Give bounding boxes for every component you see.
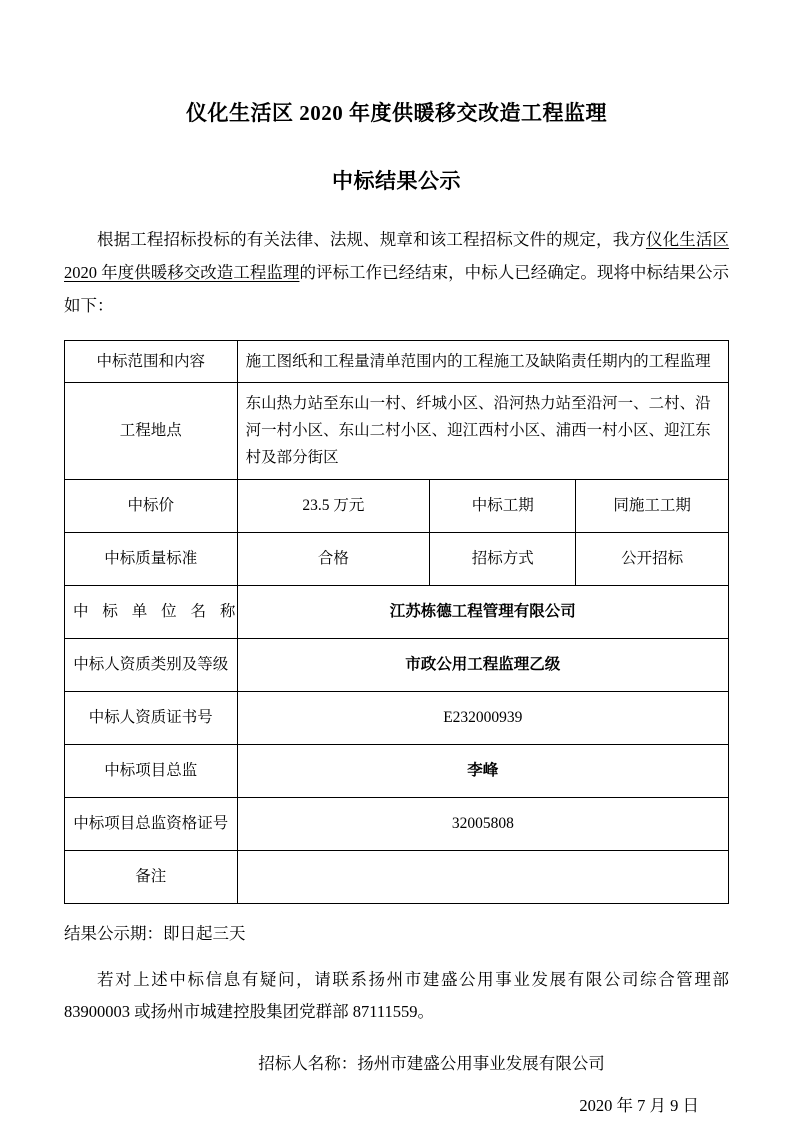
row-value-qualification: 市政公用工程监理乙级	[237, 638, 728, 691]
row-value-location: 东山热力站至东山一村、纤城小区、沿河热力站至沿河一、二村、沿河一村小区、东山二村小区、迎江西村小区、浦西一村小区、迎江东村及部分街区	[237, 383, 728, 479]
table-row	[65, 744, 729, 797]
table-row	[65, 479, 729, 532]
row-label-supervisor-cert-no: 中标项目总监资格证号	[65, 797, 238, 850]
notice-period-line: 结果公示期：即日起三天	[64, 923, 246, 943]
row-label-bid-price: 中标价	[65, 479, 238, 532]
page-title-line-2: 中标结果公示	[332, 168, 461, 193]
row-value-scope: 施工图纸和工程量清单范围内的工程施工及缺陷责任期内的工程监理	[237, 341, 728, 383]
row-label-qualification: 中标人资质类别及等级	[65, 638, 238, 691]
table-row	[65, 797, 729, 850]
row-label-certificate-no: 中标人资质证书号	[65, 691, 238, 744]
row-value-chief-supervisor: 李峰	[237, 744, 728, 797]
contact-paragraph: 若对上述中标信息有疑问，请联系扬州市建盛公用事业发展有限公司综合管理部 83900003 或扬州市城建控股集团党群部 87111559。	[64, 969, 729, 1021]
table-row	[65, 850, 729, 903]
row-label-quality: 中标质量标准	[65, 532, 238, 585]
row-value-quality: 合格	[237, 532, 430, 585]
row-label-winner-name: 中 标 单 位 名 称	[65, 585, 238, 638]
row-label-scope: 中标范围和内容	[65, 341, 238, 383]
table-row	[65, 585, 729, 638]
row-value-bid-method: 公开招标	[576, 532, 729, 585]
row-value-supervisor-cert-no: 32005808	[237, 797, 728, 850]
intro-paragraph	[64, 223, 729, 322]
row-label-location: 工程地点	[65, 383, 238, 479]
date-line: 2020 年 7 月 9 日	[579, 1096, 699, 1116]
intro-project-name: 仪化生活区 2020 年度供暖移交改造工程监理	[64, 230, 730, 282]
row-label-remarks: 备注	[65, 850, 238, 903]
row-label-chief-supervisor: 中标项目总监	[65, 744, 238, 797]
page-title-line-1: 仪化生活区 2020 年度供暖移交改造工程监理	[186, 101, 607, 125]
tenderer-name-line: 招标人名称：扬州市建盛公用事业发展有限公司	[258, 1054, 605, 1074]
row-value-bid-price: 23.5 万元	[237, 479, 430, 532]
table-row	[65, 341, 729, 383]
row-value-remarks	[237, 850, 728, 903]
table-row	[65, 638, 729, 691]
row-value-duration: 同施工工期	[576, 479, 729, 532]
row-label-bid-method: 招标方式	[430, 532, 576, 585]
row-value-winner-name: 江苏栋德工程管理有限公司	[237, 585, 728, 638]
intro-text-part1: 根据工程招标投标的有关法律、法规、规章和该工程招标文件的规定，我方	[97, 230, 646, 249]
bid-result-table	[64, 340, 729, 904]
table-row	[65, 532, 729, 585]
row-value-certificate-no: E232000939	[237, 691, 728, 744]
intro-text-part2: 的评标工作已经结束，中标人已经确定。现将中标结果公示如下：	[64, 263, 730, 315]
table-row	[65, 691, 729, 744]
row-label-duration: 中标工期	[430, 479, 576, 532]
table-row	[65, 383, 729, 479]
